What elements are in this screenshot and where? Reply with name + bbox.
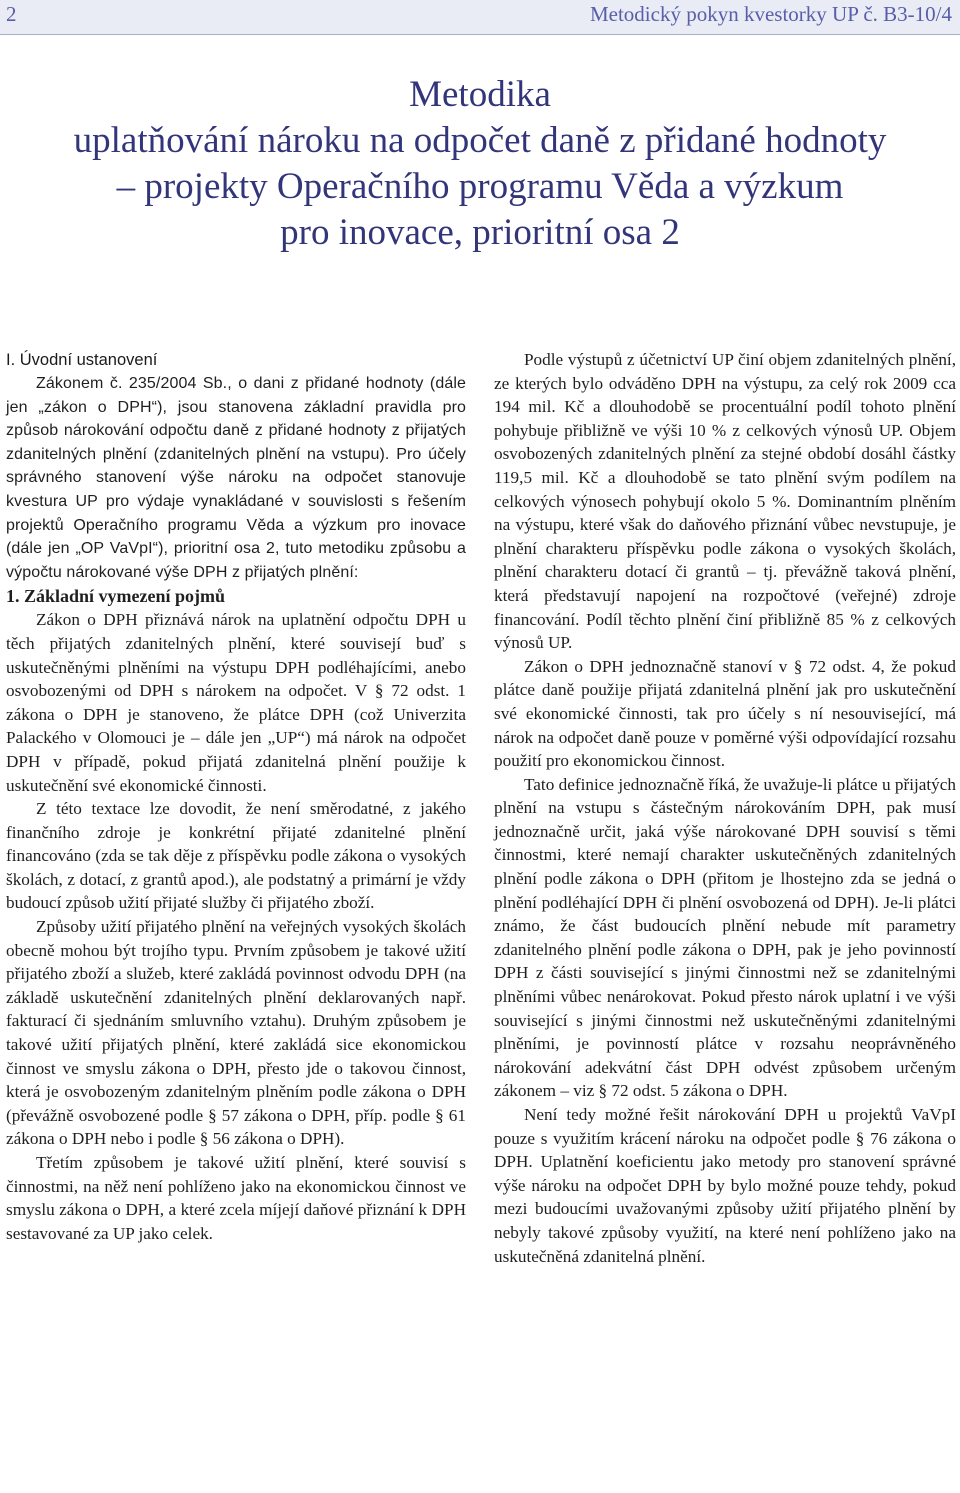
- title-line-3: – projekty Operačního programu Věda a výzkum: [116, 166, 844, 207]
- section-heading: I. Úvodní ustanovení: [6, 351, 158, 369]
- left-column: [6, 348, 466, 1245]
- title-line-1: Metodika: [409, 74, 551, 115]
- document-title: [0, 72, 960, 256]
- body-paragraph: Způsoby užití přijatého plnění na veřejných vysokých školách obecně mohou být trojího typu. Prvním způsobem je takové užití přijatého zboží a služeb, které zakládá povinnost odvodu DPH (na základě uskutečnění zdanitelných plnění deklarovaných např. fakturací či sjednáním smluvního vztahu). Druhým způsobem je takové užití přijatých plnění, které zakládá sice ekonomickou činnost ve smyslu zákona o DPH, přesto jde o takovou činnost, která je osvobozeným zdanitelným plněním podle zákona o DPH (převážně osvobozené podle § 57 zákona o DPH, příp. podle § 61 zákona o DPH nebo i podle § 56 zákona o DPH).: [6, 917, 466, 1149]
- body-paragraph: Zákon o DPH jednoznačně stanoví v § 72 odst. 4, že pokud plátce daně použije přijatá zdanitelná plnění jak pro uskutečnění své ekonomické činnosti, tak pro účely s ní nesouvisející, má nárok na odpočet daně pouze v poměrné výši odpovídající rozsahu použití pro ekonomickou činnost.: [494, 656, 956, 771]
- body-paragraph: Z této textace lze dovodit, že není směrodatné, z jakého finančního zdroje je konkrétní přijaté zdanitelné plnění financováno (zda se tak děje z příspěvku podle zákona o vysokých školách, z dotací, z grantů apod.), ale podstatný a primární je vždy budoucí způsob užití přijaté služby či přijatého zboží.: [6, 799, 466, 913]
- intro-paragraph: Zákonem č. 235/2004 Sb., o dani z přidané hodnoty (dále jen „zákon o DPH“), jsou stanovena základní pravidla pro způsob nárokování odpočtu daně z přidané hodnoty z přijatých zdanitelných plnění (zdanitelných plnění na vstupu). Pro účely správného stanovení výše nároku na odpočet stanovuje kvestura UP pro výdaje vynakládané v souvislosti s řešením projektů Operačního programu Věda a výzkum pro inovace (dále jen „OP VaVpI“), prioritní osa 2, tuto metodiku způsobu a výpočtu nárokované výše DPH z přijatých plnění:: [6, 375, 466, 581]
- body-paragraph: Zákon o DPH přiznává nárok na uplatnění odpočtu DPH u těch přijatých zdanitelných plnění, které souvisejí buď s uskutečněnými plněními na výstupu DPH podléhajícími, anebo osvobozenými od DPH s nárokem na odpočet. V § 72 odst. 1 zákona o DPH je stanoveno, že plátce DPH (což Univerzita Palackého v Olomouci je – dále jen „UP“) má nárok na odpočet DPH v případě, pokud přijatá zdanitelná plnění použije k uskutečnění své ekonomické činnosti.: [6, 610, 466, 795]
- body-paragraph: Třetím způsobem je takové užití plnění, které souvisí s činnostmi, na něž není pohlíženo jako na ekonomickou činnost ve smyslu zákona o DPH, a které zcela míjejí daňové přiznání k DPH sestavované za UP jako celek.: [6, 1153, 466, 1243]
- page-header: [0, 0, 960, 35]
- running-head: Metodický pokyn kvestorky UP č. B3-10/4: [589, 2, 952, 26]
- page-number: 2: [6, 2, 17, 26]
- body-paragraph: Podle výstupů z účetnictví UP činí objem zdanitelných plnění, ze kterých bylo odváděno DPH na výstupu, za celý rok 2009 cca 194 mil. Kč a dlouhodobě se procentuální podíl tohoto plnění pohybuje přibližně ve výši 10 % z celkových výnosů UP. Objem osvobozených zdanitelných plnění za stejné období dosáhl částky 119,5 mil. Kč a dlouhodobě se tato plnění svým podílem na celkových výnosech pohybují okolo 5 %. Dominantním plněním na výstupu, které však do daňového přiznání vůbec nevstupuje, je plnění charakteru příspěvku podle zákona o vysokých školách, plnění charakteru dotací či grantů – tj. převážně taková plnění, která představují napojení na rozpočtové (veřejné) zdroje financování. Podíl těchto plnění činí přibližně 85 % z celkových výnosů UP.: [494, 350, 956, 653]
- body-paragraph: Není tedy možné řešit nárokování DPH u projektů VaVpI pouze s využitím krácení nároku na odpočet podle § 76 zákona o DPH. Uplatnění koeficientu jako metody pro stanovení správné výše nároku na odpočet DPH by bylo možné pouze tehdy, pokud mezi budoucími uvažovanými způsoby užití přijatého plnění by nebyly takové způsoby využití, na které není pohlíženo jako na uskutečněná zdanitelná plnění.: [494, 1105, 956, 1266]
- title-line-4: pro inovace, prioritní osa 2: [280, 212, 680, 253]
- subsection-heading: 1. Základní vymezení pojmů: [6, 586, 226, 607]
- right-column: [494, 348, 956, 1268]
- body-paragraph: Tato definice jednoznačně říká, že uvažuje-li plátce u přijatých plnění na vstupu s částečným nárokováním DPH, pak musí jednoznačně určit, jaká výše nárokované DPH souvisí s těmi činnostmi, které nemají charakter uskutečněných zdanitelných plnění podle zákona o DPH (přitom je lhostejno zda se jedná o plnění podléhající DPH či plnění osvobozená od DPH). Je-li plátci známo, že část budoucích plnění nebude mít parametry zdanitelného plnění podle zákona o DPH, pak je jeho povinností DPH z části související s jinými činnostmi než se zdanitelnými plněními vůbec nenárokovat. Pokud přesto nárok uplatní i ve výši související s jinými činnostmi než uskutečněnými zdanitelnými plněními, je povinností plátce v rozsahu neoprávněného nárokování adekvátní část DPH odvést způsobem určeným zákonem – viz § 72 odst. 5 zákona o DPH.: [494, 774, 956, 1101]
- title-line-2: uplatňování nároku na odpočet daně z přidané hodnoty: [73, 120, 887, 161]
